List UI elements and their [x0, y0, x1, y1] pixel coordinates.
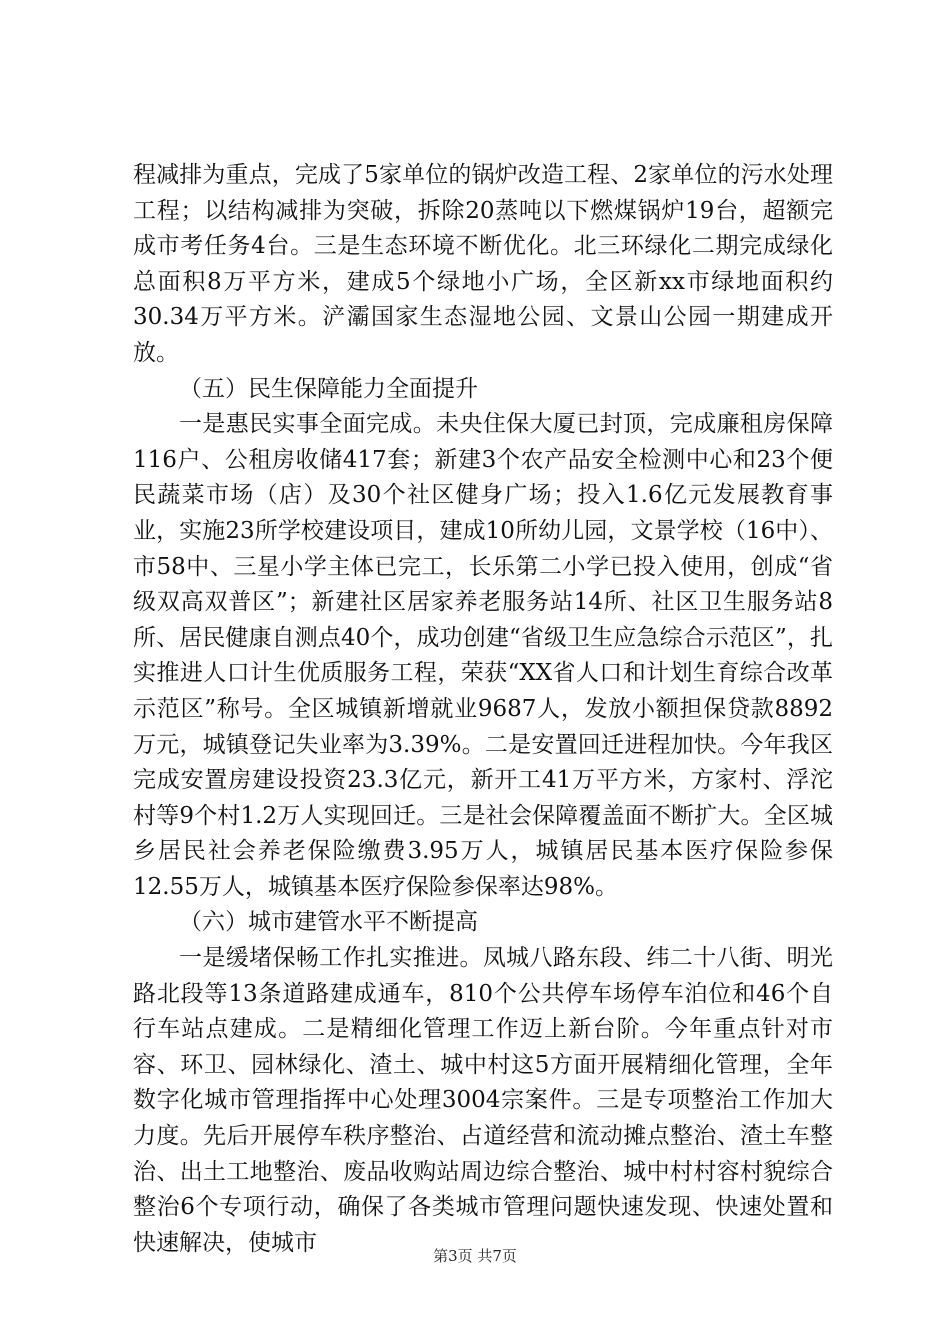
- section-heading-5: （五）民生保障能力全面提升: [179, 375, 478, 402]
- paragraph-urban-management: 一是缓堵保畅工作扎实推进。凤城八路东段、纬二十八街、明光路北段等13条道路建成通车，810个公共停车场停车泊位和46个自行车站点建成。二是精细化管理工作迈上新台阶。今年重点针对市容、环卫、园林绿化、渣土、城中村这5方面开展精细化管理，全年数字化城市管理指挥中心处理3004宗案件。三是专项整治工作加大力度。先后开展停车秩序整治、占道经营和流动摊点整治、渣土车整治、出土工地整治、废品收购站周边综合整治、城中村村容村貌综合整治6个专项行动，确保了各类城市管理问题快速发现、快速处置和快速解决，使城市: [133, 945, 833, 1256]
- section-heading-6: （六）城市建管水平不断提高: [179, 909, 478, 936]
- document-body: [133, 158, 833, 1261]
- paragraph-livelihood: 一是惠民实事全面完成。未央住保大厦已封顶，完成廉租房保障116户、公租房收储417套；新建3个农产品安全检测中心和23个便民蔬菜市场（店）及30个社区健身广场；投入1.6亿元发展教育事业，实施23所学校建设项目，建成10所幼儿园，文景学校（16中）、市58中、三星小学主体已完工，长乐第二小学已投入使用，创成“省级双高双普区”；新建社区居家养老服务站14所、社区卫生服务站8所、居民健康自测点40个，成功创建“省级卫生应急综合示范区”，扎实推进人口计生优质服务工程，荣获“XX省人口和计划生育综合改革示范区”称号。全区城镇新增就业9687人，发放小额担保贷款8892万元，城镇登记失业率为3.39%。二是安置回迁进程加快。今年我区完成安置房建设投资23.3亿元，新开工41万平方米，方家村、浮沱村等9个村1.2万人实现回迁。三是社会保障覆盖面不断扩大。全区城乡居民社会养老保险缴费3.95万人，城镇居民基本医疗保险参保12.55万人，城镇基本医疗保险参保率达98%。: [133, 411, 833, 900]
- page-number-label: 第3页 共7页: [433, 1247, 517, 1265]
- paragraph-continuation: 程减排为重点，完成了5家单位的锅炉改造工程、2家单位的污水处理工程；以结构减排为突破，拆除20蒸吨以下燃煤锅炉19台，超额完成市考任务4台。三是生态环境不断优化。北三环绿化二期完成绿化总面积8万平方米，建成5个绿地小广场，全区新xx市绿地面积约30.34万平方米。浐灞国家生态湿地公园、文景山公园一期建成开放。: [133, 162, 833, 366]
- page-footer: [0, 1246, 950, 1266]
